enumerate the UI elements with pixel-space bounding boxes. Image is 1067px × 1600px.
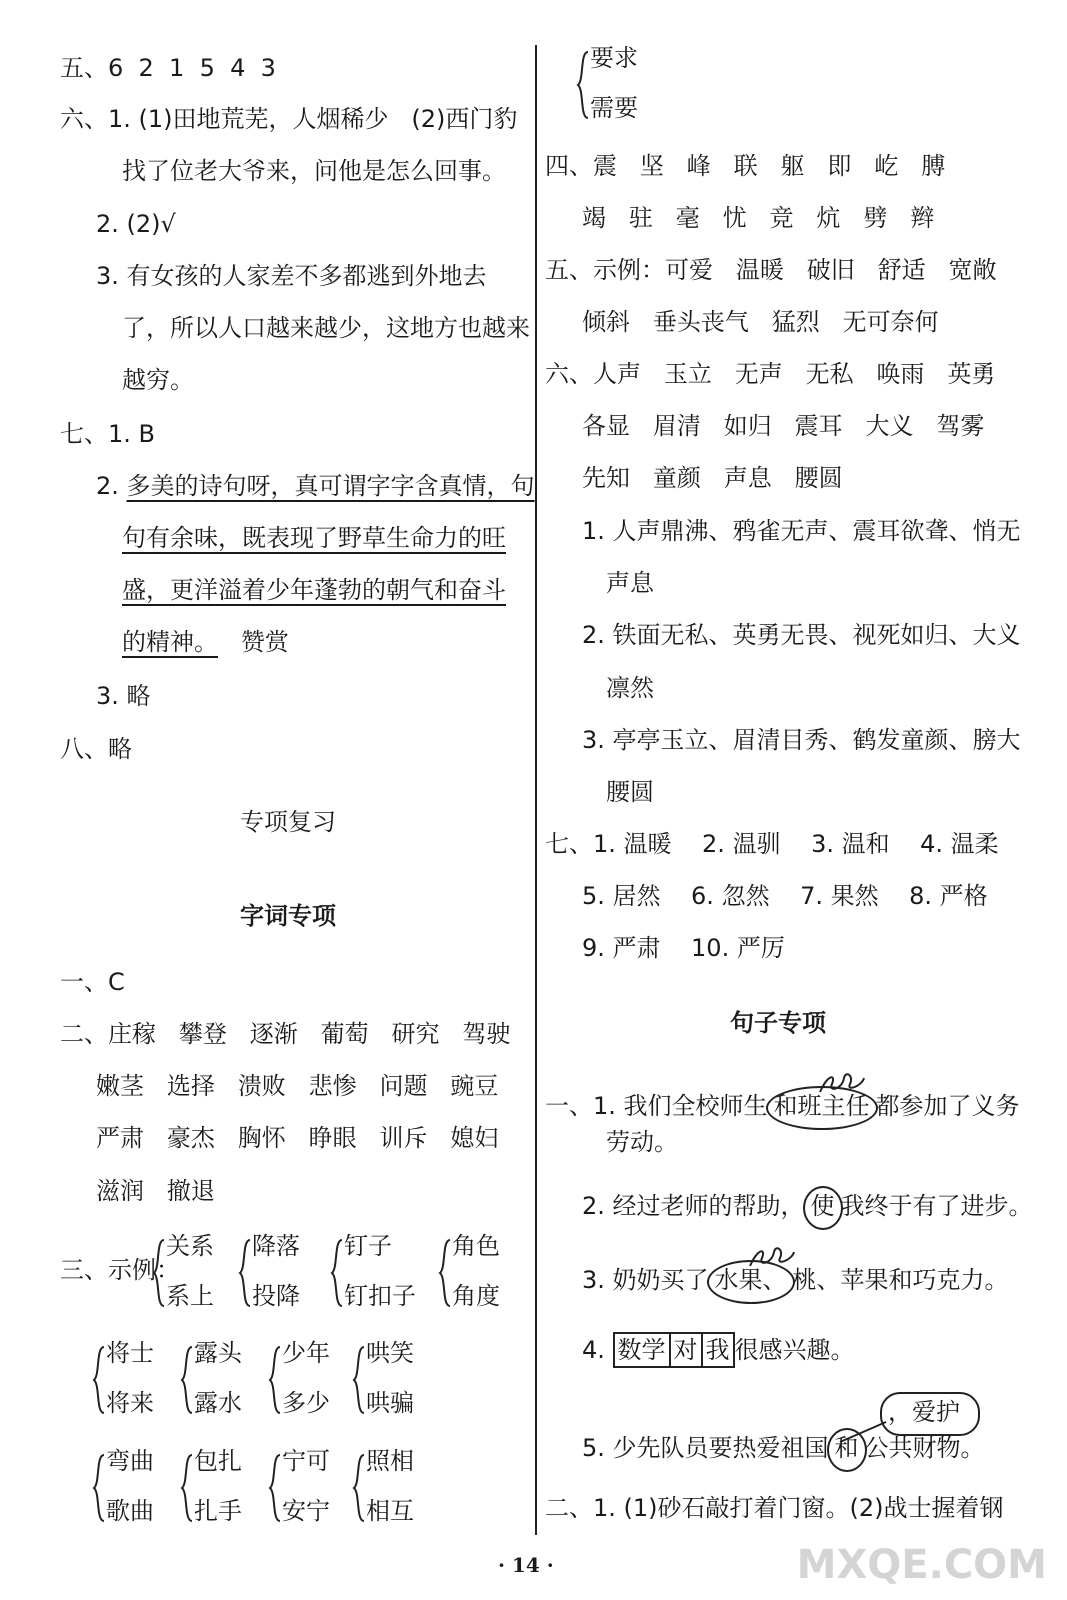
sentence-text: 都参加了义务 <box>875 1092 1020 1120</box>
word-pair-top-word: 少年 <box>282 1339 330 1367</box>
answer-6-3-line2: 腰圆 <box>606 778 654 806</box>
answer-6-1-line1: 1. 人声鼎沸、鸦雀无声、震耳欲聋、悄无 <box>582 517 1021 545</box>
column-divider <box>535 45 537 1535</box>
sentence-answer-1-line2: 劳动。 <box>606 1128 678 1156</box>
item-number: 4. <box>582 1336 613 1364</box>
word-pair-bottom-word: 将来 <box>106 1389 154 1417</box>
word-pair-top-word: 要求 <box>590 44 638 72</box>
word-pair-top-word: 将士 <box>106 1339 154 1367</box>
deletion-mark-icon <box>818 1072 868 1096</box>
swapped-word-box: 数学 <box>613 1332 671 1368</box>
word-answer-2-line1: 二、庄稼 攀登 逐渐 葡萄 研究 驾驶 <box>60 1020 511 1048</box>
sentence-text: 一、1. 我们全校师生 <box>545 1092 768 1120</box>
word-pair-bottom-word: 需要 <box>590 94 638 122</box>
sentence-answer-2 <box>582 1190 1033 1222</box>
word-pair-bottom-word: 露水 <box>194 1389 242 1417</box>
answer-7-2-line2: 句有余味，既表现了野草生命力的旺 <box>122 524 506 552</box>
brace-icon <box>438 1238 452 1312</box>
answer-section-7-r-line2: 5. 居然 6. 忽然 7. 果然 8. 严格 <box>582 882 988 910</box>
answer-section-5-line1: 五、示例：可爱 温暖 破旧 舒适 宽敞 <box>545 256 997 284</box>
watermark-logo: MXQE.COM <box>796 1542 1047 1588</box>
answer-section-6-line1: 六、1. (1)田地荒芜，人烟稀少 (2)西门豹 <box>60 105 518 133</box>
brace-icon <box>92 1453 106 1527</box>
item-number: 2. <box>96 472 127 500</box>
answer-section-7-r-line1: 七、1. 温暖 2. 温驯 3. 温和 4. 温柔 <box>545 830 999 858</box>
brace-icon <box>352 1453 366 1527</box>
answer-section-6-r-line2: 各显 眉清 如归 震耳 大义 驾雾 <box>582 412 985 440</box>
word-pair-top-word: 钉子 <box>344 1232 392 1260</box>
circled-text: 和 <box>834 1434 859 1462</box>
word-pair-bottom-word: 哄骗 <box>366 1389 414 1417</box>
answer-6-2: 2. (2)√ <box>96 210 176 238</box>
answer-7-2-line1 <box>96 470 535 502</box>
answer-6-3-line1: 3. 亭亭玉立、眉清目秀、鹤发童颜、膀大 <box>582 726 1021 754</box>
swapped-word-box: 对 <box>671 1332 703 1368</box>
swapped-word-box: 我 <box>703 1332 735 1368</box>
answer-section-6-r-line3: 先知 童颜 声息 腰圆 <box>582 464 843 492</box>
word-pair-top-word: 宁可 <box>282 1447 330 1475</box>
sentence-text: 桃、苹果和巧克力。 <box>792 1266 1009 1294</box>
answer-6-3-line3: 越穷。 <box>122 366 194 394</box>
word-pair-top-word: 关系 <box>166 1232 214 1260</box>
sentence-text: 我终于有了进步。 <box>840 1192 1033 1220</box>
sentence-answer-4 <box>582 1332 855 1368</box>
answer-7-3: 3. 略 <box>96 682 151 710</box>
brace-icon <box>152 1238 166 1312</box>
heading-sentence-section: 句子专项 <box>730 1009 826 1037</box>
answer-section-7-r-line3: 9. 严肃 10. 严厉 <box>582 934 785 962</box>
word-pair-bottom-word: 多少 <box>282 1389 330 1417</box>
word-answer-2-line4: 滋润 撤退 <box>96 1177 215 1205</box>
word-pair-top-word: 露头 <box>194 1339 242 1367</box>
sentence-text: 公共财物。 <box>864 1434 985 1462</box>
answer-section-4-line2: 竭 驻 毫 忧 竞 炕 劈 辫 <box>582 204 935 232</box>
word-pair-bottom-word: 扎手 <box>194 1497 242 1525</box>
deleted-word <box>829 1434 865 1462</box>
brace-icon <box>576 50 590 124</box>
answer-section-8: 八、略 <box>60 735 132 763</box>
deleted-phrase <box>768 1092 876 1120</box>
answer-6-3-line2: 了，所以人口越来越少，这地方也越来 <box>122 314 530 342</box>
word-pair-top-word: 降落 <box>252 1232 300 1260</box>
brace-icon <box>268 1453 282 1527</box>
answer-7-2-line4 <box>122 626 289 658</box>
brace-icon <box>92 1345 106 1419</box>
word-pair-bottom-word: 角度 <box>452 1282 500 1310</box>
deleted-phrase <box>709 1266 793 1294</box>
answer-7-2-line3: 盛，更洋溢着少年蓬勃的朝气和奋斗 <box>122 576 506 604</box>
page-number: · 14 · <box>498 1553 554 1577</box>
sentence-answer-5 <box>582 1432 985 1464</box>
circled-text: 使 <box>810 1192 835 1220</box>
heading-word-section: 字词专项 <box>240 902 336 930</box>
word-pair-top-word: 哄笑 <box>366 1339 414 1367</box>
word-answer-2-line3: 严肃 豪杰 胸怀 睁眼 训斥 媳妇 <box>96 1124 499 1152</box>
word-pair-bottom-word: 系上 <box>166 1282 214 1310</box>
brace-icon <box>352 1345 366 1419</box>
word-pair-bottom-word: 歌曲 <box>106 1497 154 1525</box>
sentence-answer-1-line1 <box>545 1090 1020 1122</box>
brace-icon <box>238 1238 252 1312</box>
answer-6-1-line2: 声息 <box>606 569 654 597</box>
word-answer-3-prefix: 三、示例： <box>60 1256 180 1284</box>
word-pair-bottom-word: 安宁 <box>282 1497 330 1525</box>
word-pair-top-word: 照相 <box>366 1447 414 1475</box>
insertion-text: ，爱护 <box>888 1398 960 1426</box>
brace-icon <box>180 1453 194 1527</box>
answer-section-6-line2: 找了位老大爷来，问他是怎么回事。 <box>122 157 506 185</box>
answer-section-5-line2: 倾斜 垂头丧气 猛烈 无可奈何 <box>582 308 939 336</box>
word-answer-2-line2: 嫩茎 选择 溃败 悲惨 问题 豌豆 <box>96 1072 499 1100</box>
brace-icon <box>268 1345 282 1419</box>
brace-icon <box>180 1345 194 1419</box>
underlined-answer-end: 的精神。 <box>122 628 218 656</box>
word-pair-top-word: 包扎 <box>194 1447 242 1475</box>
answer-note: 赞赏 <box>218 628 289 656</box>
sentence-text: 3. 奶奶买了 <box>582 1266 709 1294</box>
deletion-mark-icon <box>748 1246 798 1270</box>
circled-text: 和班主任 <box>773 1092 870 1120</box>
heading-special-review: 专项复习 <box>240 808 336 836</box>
brace-icon <box>330 1238 344 1312</box>
answer-6-3-line1: 3. 有女孩的人家差不多都逃到外地去 <box>96 262 487 290</box>
deletion-circle <box>803 1186 843 1230</box>
answer-section-6-r-line1: 六、人声 玉立 无声 无私 唤雨 英勇 <box>545 360 996 388</box>
deletion-circle <box>827 1428 867 1472</box>
word-pair-top-word: 角色 <box>452 1232 500 1260</box>
sentence-text: 5. 少先队员要热爱祖国 <box>582 1434 829 1462</box>
underlined-answer: 多美的诗句呀，真可谓字字含真情，句 <box>126 472 535 500</box>
word-pair-bottom-word: 投降 <box>252 1282 300 1310</box>
sentence-answer-2-1: 二、1. (1)砂石敲打着门窗。(2)战士握着钢 <box>545 1494 1004 1522</box>
answer-6-2-line2: 凛然 <box>606 674 654 702</box>
sentence-text: 很感兴趣。 <box>734 1336 855 1364</box>
answer-section-5: 五、6 2 1 5 4 3 <box>60 54 276 82</box>
circled-text: 水果、 <box>714 1266 787 1294</box>
word-pair-bottom-word: 相互 <box>366 1497 414 1525</box>
deleted-word <box>805 1192 841 1220</box>
answer-section-7: 七、1. B <box>60 420 155 448</box>
word-answer-1: 一、C <box>60 968 125 996</box>
answer-section-4-line1: 四、震 坚 峰 联 躯 即 屹 膊 <box>545 152 946 180</box>
word-pair-bottom-word: 钉扣子 <box>344 1282 416 1310</box>
word-pair-top-word: 弯曲 <box>106 1447 154 1475</box>
answer-6-2-line1: 2. 铁面无私、英勇无畏、视死如归、大义 <box>582 621 1021 649</box>
sentence-text: 2. 经过老师的帮助， <box>582 1192 805 1220</box>
